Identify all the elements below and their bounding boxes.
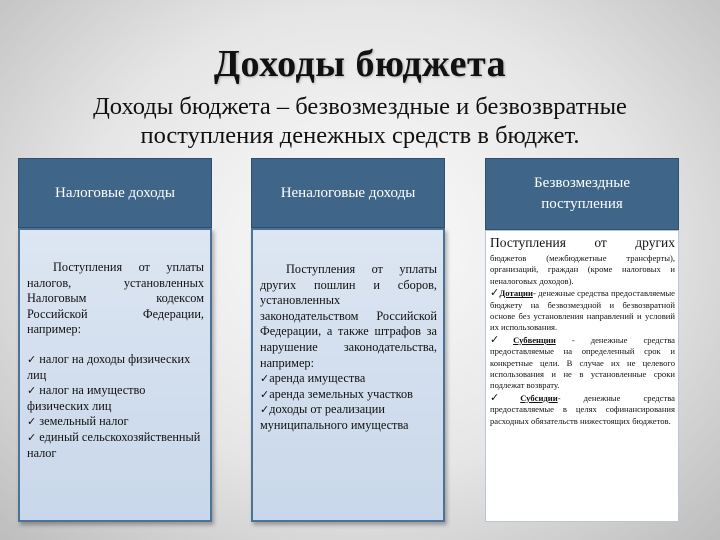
check-icon: ✓ — [260, 372, 270, 386]
check-icon: ✓ — [27, 415, 37, 429]
tax-intro-line: Поступления от уплаты — [53, 260, 204, 274]
term-subvention: Субвенции — [513, 334, 556, 345]
tax-intro-line: налогов, установленных — [27, 275, 204, 290]
column-header-gratuitous: Безвозмездные поступления — [485, 158, 679, 230]
column-header-tax: Налоговые доходы — [18, 158, 212, 228]
nontax-intro: Поступления от уплаты других пошлин и сборов, установленных законодательством Российской Федерации, а также штрафов за нарушение законодательства, например: — [260, 262, 437, 370]
subtitle-line-2: поступления денежных средств в бюджет. — [140, 122, 580, 149]
list-item: ✓Дотации- денежные средства предоставляемые бюджету на безвозмездной и безвозвратной основе без установления направлений и условий их использования. — [490, 286, 676, 333]
check-icon: ✓ — [260, 403, 270, 417]
slide-subtitle — [20, 92, 700, 150]
check-icon: ✓ — [27, 384, 37, 398]
term-dotation: Дотации — [499, 288, 533, 299]
column-body-nontax — [251, 228, 445, 522]
list-item: ✓ земельный налог — [27, 414, 129, 429]
check-icon: ✓ — [490, 390, 521, 404]
list-item: ✓ налог на имущество физических лиц — [27, 383, 146, 413]
list-item: ✓ налог на доходы физических лиц — [27, 351, 191, 382]
check-icon: ✓ — [490, 332, 514, 346]
column-body-gratuitous — [485, 230, 679, 522]
slide-title: Доходы бюджета — [213, 43, 507, 85]
tax-intro-line: например: — [27, 322, 81, 337]
column-header-nontax: Неналоговые доходы — [251, 158, 445, 228]
gratuitous-lead: Поступления от других — [490, 235, 675, 250]
list-item: ✓доходы от реализации муниципального имущества — [260, 402, 409, 432]
list-item: ✓ единый сельскохозяйственный налог — [27, 429, 201, 460]
column-body-tax — [18, 228, 212, 522]
tax-intro-line: Российской Федерации, — [27, 306, 204, 321]
list-item: ✓аренда земельных участков — [260, 386, 413, 401]
subtitle-line-1: Доходы бюджета – безвозмездные и безвозвратные — [93, 93, 627, 120]
check-icon: ✓ — [27, 430, 37, 444]
list-item: ✓аренда имущества — [260, 371, 366, 386]
term-subsidy: Субсидии — [520, 392, 558, 403]
gratuitous-intro: бюджетов (межбюджетные трансферты), организаций, граждан (кроме налоговых и неналоговых доходов). — [490, 253, 675, 286]
tax-intro-line: Налоговым кодексом — [27, 291, 204, 306]
check-icon: ✓ — [490, 286, 500, 300]
list-item: ✓Субвенции - денежные средства предоставляемые на определенный срок и конкретные цели. В случае их не целевого использования и не в установленные сроки подлежат возврату. — [490, 332, 675, 391]
check-icon: ✓ — [260, 387, 270, 401]
check-icon: ✓ — [27, 352, 37, 366]
list-item: ✓Субсидии- денежные средства предоставляемые в целях софинансирования расходных обязательств нижестоящих бюджетов. — [490, 390, 676, 426]
